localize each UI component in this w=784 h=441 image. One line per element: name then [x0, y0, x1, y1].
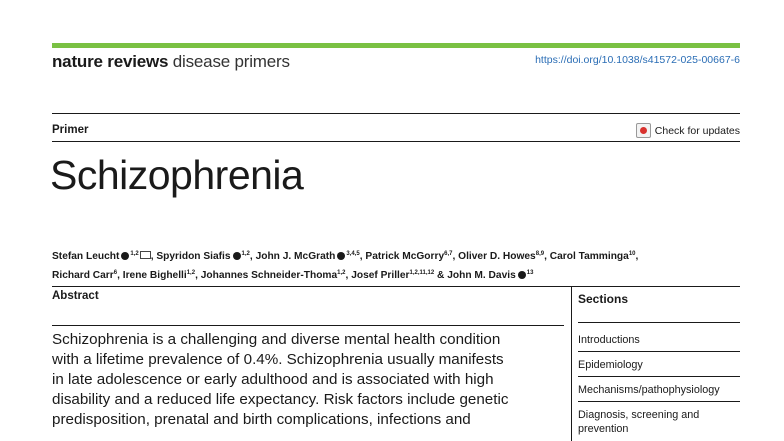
sections-sidebar-border — [571, 287, 572, 441]
author-name[interactable]: Johannes Schneider-Thoma — [200, 270, 338, 281]
author-list: Stefan Leucht $^{1,2}$ , Spyridon Siafis $^{1,2}$, John J. McGrath $^{3,4,5}$, Patrick McGorry$^{6,7}$, Oliver D. Howes$^{8,9}$, Carol Tamminga$^{10}$, Richard Carr$^6$, Irene Bighelli$^{1,2}$, Johannes Schneider-Thoma$^{1,2}$, Josef Priller$^{1,2,11,12}$ & John M. Davis $^{13}$ — [52, 251, 639, 281]
sections-heading: Sections — [578, 292, 629, 306]
abstract-line: Schizophrenia is a challenging and diverse mental health condition — [52, 331, 501, 348]
author-name[interactable]: Irene Bighelli — [122, 270, 187, 281]
author-name[interactable]: John J. McGrath — [255, 251, 336, 262]
journal-name-light: disease primers — [172, 52, 290, 71]
abstract-line: predisposition, prenatal and birth complications, infections and — [52, 411, 471, 428]
author-name[interactable]: Spyridon Siafis — [156, 251, 231, 262]
author-name[interactable]: Josef Priller — [351, 270, 410, 281]
orcid-icon[interactable] — [121, 252, 129, 260]
journal-name-bold: nature reviews — [52, 52, 169, 71]
orcid-icon[interactable] — [233, 252, 241, 260]
check-for-updates-label: Check for updates — [654, 124, 740, 137]
abstract-line: with a lifetime prevalence of 0.4%. Schizophrenia usually manifests — [52, 351, 504, 368]
doi-link[interactable]: https://doi.org/10.1038/s41572-025-00667-6 — [535, 54, 740, 66]
email-icon[interactable] — [140, 251, 151, 259]
author-name[interactable]: Patrick McGorry — [365, 251, 445, 262]
section-link-introductions[interactable]: Introductions — [578, 334, 640, 346]
abstract-heading: Abstract — [52, 290, 99, 302]
abstract-line: disability and a reduced life expectancy. Risk factors include genetic — [52, 391, 509, 408]
sections-divider — [578, 401, 740, 402]
author-name[interactable]: Oliver D. Howes — [458, 251, 536, 262]
section-link-epidemiology[interactable]: Epidemiology — [578, 359, 643, 371]
abstract-text — [52, 330, 572, 430]
journal-accent-bar — [52, 43, 740, 48]
section-link-diagnosis[interactable]: Diagnosis, screening and — [578, 409, 700, 421]
sections-divider — [578, 322, 740, 323]
journal-name — [52, 52, 290, 72]
article-type: Primer — [52, 124, 89, 136]
type-divider — [52, 141, 740, 142]
abstract-divider — [52, 325, 564, 326]
check-for-updates-button[interactable] — [636, 123, 740, 138]
orcid-icon[interactable] — [518, 271, 526, 279]
header-divider — [52, 113, 740, 114]
sections-divider — [578, 376, 740, 377]
section-link-diagnosis-cont[interactable]: prevention — [578, 423, 629, 435]
author-name[interactable]: Carol Tamminga — [549, 251, 629, 262]
author-name[interactable]: Stefan Leucht — [52, 251, 120, 262]
sections-divider — [578, 351, 740, 352]
article-title: Schizophrenia — [50, 152, 304, 198]
author-name[interactable]: Richard Carr — [52, 270, 114, 281]
orcid-icon[interactable] — [337, 252, 345, 260]
abstract-line: in late adolescence or early adulthood and is associated with high — [52, 371, 494, 388]
authors-divider — [52, 286, 740, 287]
author-name[interactable]: John M. Davis — [447, 270, 516, 281]
section-link-mechanisms[interactable]: Mechanisms/pathophysiology — [578, 384, 720, 396]
crossmark-icon — [636, 123, 651, 138]
